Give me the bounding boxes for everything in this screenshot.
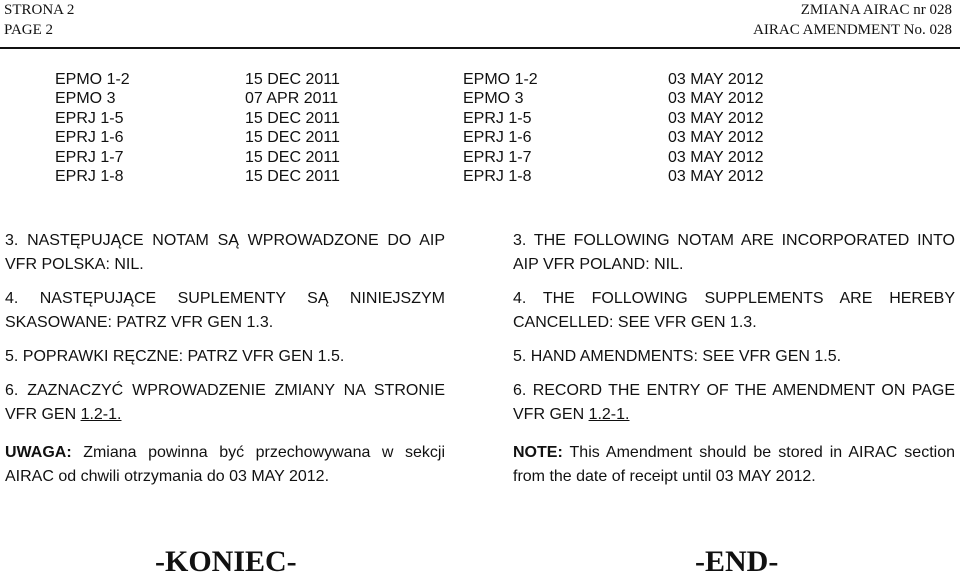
end-marker-pl: -KONIEC- bbox=[155, 545, 297, 578]
note-pl bbox=[5, 441, 445, 489]
page-ref: EPMO 1-2 bbox=[55, 71, 130, 88]
amendment-number-pl: ZMIANA AIRAC nr 028 bbox=[800, 2, 952, 18]
table-row bbox=[55, 89, 385, 108]
page-ref: EPRJ 1-5 bbox=[55, 109, 124, 127]
page-ref: EPRJ 1-5 bbox=[463, 109, 532, 127]
page-ref: EPMO 3 bbox=[463, 90, 524, 108]
page-ref: EPRJ 1-8 bbox=[55, 167, 124, 185]
note-en bbox=[513, 441, 955, 489]
page-date: 15 DEC 2011 bbox=[245, 109, 340, 127]
page-ref: EPMO 1-2 bbox=[463, 71, 538, 88]
item-6-pl bbox=[5, 379, 445, 427]
page-reference: 1.2-1. bbox=[80, 406, 122, 423]
amendment-number-en: AIRAC AMENDMENT No. 028 bbox=[753, 22, 952, 38]
removed-pages-table bbox=[55, 70, 385, 186]
item-6-text: 6. RECORD THE ENTRY OF THE AMENDMENT ON PAGE VFR GEN bbox=[513, 382, 955, 423]
note-label: UWAGA: bbox=[5, 444, 72, 461]
page-date: 03 MAY 2012 bbox=[668, 90, 764, 108]
page-ref: EPRJ 1-8 bbox=[463, 167, 532, 185]
table-row bbox=[55, 70, 385, 89]
page-date: 15 DEC 2011 bbox=[245, 71, 340, 88]
page-ref: EPRJ 1-6 bbox=[55, 129, 124, 147]
page-date: 07 APR 2011 bbox=[245, 90, 339, 108]
note-label: NOTE: bbox=[513, 444, 563, 461]
page-reference: 1.2-1. bbox=[588, 406, 630, 423]
table-row bbox=[463, 148, 793, 167]
table-row bbox=[55, 109, 385, 128]
table-row bbox=[463, 167, 793, 186]
item-6-text: 6. ZAZNACZYĆ WPROWADZENIE ZMIANY NA STRONIE VFR GEN bbox=[5, 382, 445, 423]
item-4-en: 4. THE FOLLOWING SUPPLEMENTS ARE HEREBY CANCELLED: SEE VFR GEN 1.3. bbox=[513, 290, 955, 331]
english-column bbox=[513, 229, 955, 489]
table-row bbox=[463, 70, 793, 89]
page-date: 03 MAY 2012 bbox=[668, 129, 764, 147]
inserted-pages-table bbox=[463, 70, 793, 186]
item-6-en bbox=[513, 379, 955, 427]
table-row bbox=[55, 128, 385, 147]
page-ref: EPRJ 1-7 bbox=[463, 148, 532, 166]
page-date: 03 MAY 2012 bbox=[668, 167, 764, 185]
end-marker-en: -END- bbox=[695, 545, 779, 578]
page-number-en: PAGE 2 bbox=[4, 22, 54, 38]
page-date: 15 DEC 2011 bbox=[245, 148, 340, 166]
page-date: 15 DEC 2011 bbox=[245, 129, 340, 147]
table-row bbox=[55, 167, 385, 186]
item-5-pl: 5. POPRAWKI RĘCZNE: PATRZ VFR GEN 1.5. bbox=[5, 348, 345, 365]
page-header-right bbox=[753, 0, 952, 40]
item-4-pl: 4. NASTĘPUJĄCE SUPLEMENTY SĄ NINIEJSZYM SKASOWANE: PATRZ VFR GEN 1.3. bbox=[5, 290, 445, 331]
page-date: 03 MAY 2012 bbox=[668, 71, 764, 88]
table-row bbox=[55, 148, 385, 167]
item-3-en: 3. THE FOLLOWING NOTAM ARE INCORPORATED INTO AIP VFR POLAND: NIL. bbox=[513, 232, 955, 273]
page-date: 15 DEC 2011 bbox=[245, 167, 340, 185]
page-number-pl: STRONA 2 bbox=[4, 2, 75, 18]
page-ref: EPRJ 1-7 bbox=[55, 148, 124, 166]
page-date: 03 MAY 2012 bbox=[668, 148, 764, 166]
item-3-pl: 3. NASTĘPUJĄCE NOTAM SĄ WPROWADZONE DO AIP VFR POLSKA: NIL. bbox=[5, 232, 445, 273]
note-text: Zmiana powinna być przechowywana w sekcji AIRAC od chwili otrzymania do 03 MAY 2012. bbox=[5, 444, 445, 485]
note-text: This Amendment should be stored in AIRAC section from the date of receipt until 03 MAY 2012. bbox=[513, 444, 955, 485]
table-row bbox=[463, 109, 793, 128]
page-ref: EPRJ 1-6 bbox=[463, 129, 532, 147]
page-ref: EPMO 3 bbox=[55, 90, 116, 108]
item-5-en: 5. HAND AMENDMENTS: SEE VFR GEN 1.5. bbox=[513, 348, 842, 365]
page-date: 03 MAY 2012 bbox=[668, 109, 764, 127]
table-row bbox=[463, 128, 793, 147]
polish-column bbox=[5, 229, 445, 489]
header-divider bbox=[0, 47, 960, 49]
page-header-left bbox=[4, 0, 74, 40]
table-row bbox=[463, 89, 793, 108]
